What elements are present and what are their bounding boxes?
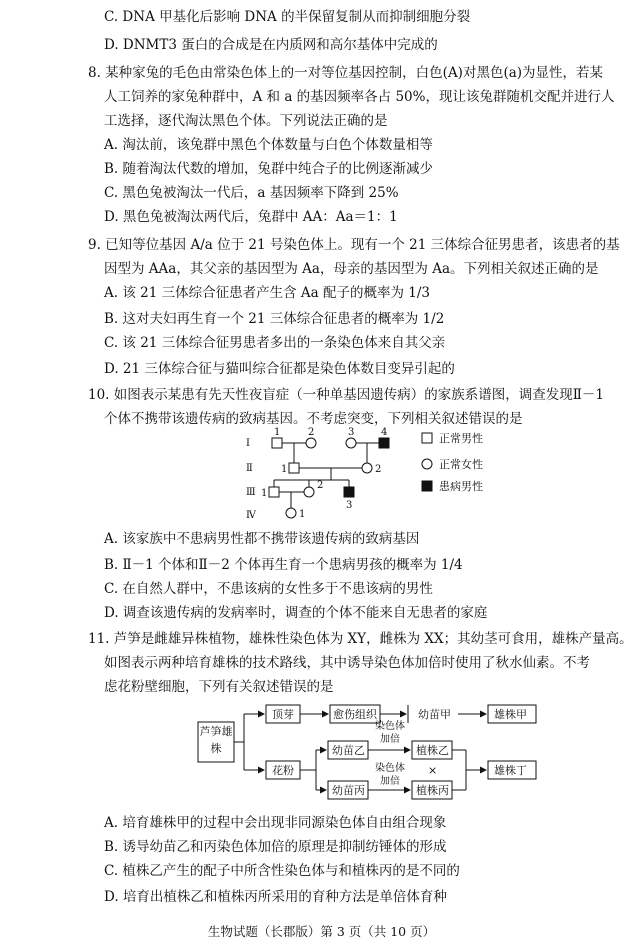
pedigree-iv1-normal-female: [286, 508, 296, 518]
q11-option-d: D. 培育出植株乙和植株丙所采用的育种方法是单倍体育种: [104, 889, 447, 905]
pedigree-ii2-normal-female: [362, 463, 372, 473]
label-seedling-b: 幼苗乙: [332, 744, 365, 757]
legend-normal-female-icon: [422, 459, 432, 469]
q10-option-b: B. Ⅱ－1 个体和Ⅱ－2 个体再生育一个患病男孩的概率为 1/4: [104, 557, 463, 573]
label-double-1: 染色体加倍: [375, 721, 405, 745]
num-i4: 4: [381, 427, 388, 438]
num-iii2: 2: [317, 480, 324, 491]
gen-label-3: Ⅲ: [246, 487, 256, 498]
q11-option-a: A. 培育雄株甲的过程中会出现非同源染色体自由组合现象: [104, 815, 447, 831]
pedigree-iii2-normal-female: [304, 487, 314, 497]
q9-option-c: C. 该 21 三体综合征男患者多出的一条染色体来自其父亲: [104, 335, 446, 351]
label-plant-c: 植株丙: [416, 784, 449, 797]
label-top-bud: 顶芽: [272, 708, 294, 721]
num-i1: 1: [274, 427, 281, 438]
gen-label-2: Ⅱ: [246, 463, 253, 474]
q10-option-a: A. 该家族中不患病男性都不携带该遗传病的致病基因: [104, 531, 420, 547]
q8-stem-line3: 工选择，逐代淘汰黑色个体。下列说法正确的是: [104, 113, 388, 129]
q11-stem-line1: 11. 芦笋是雌雄异株植物，雄株性染色体为 XY，雌株为 XX；其幼茎可食用，雄株产量高。: [88, 631, 633, 647]
pedigree-chart: [244, 428, 504, 522]
q11-stem-line2: 如图表示两种培育雄株的技术路线，其中诱导染色体加倍时使用了秋水仙素。不考: [104, 655, 590, 671]
q8-option-c: C. 黑色兔被淘汰一代后，a 基因频率下降到 25%: [104, 185, 399, 201]
q11-option-c: C. 植株乙产生的配子中所含性染色体与和植株丙的是不同的: [104, 863, 460, 879]
q8-option-b: B. 随着淘汰代数的增加，兔群中纯合子的比例逐渐减少: [104, 161, 434, 177]
pedigree-i2-normal-female: [306, 438, 316, 448]
num-ii1: 1: [281, 464, 288, 475]
q9-option-b: B. 这对夫妇再生育一个 21 三体综合征患者的概率为 1/2: [104, 311, 445, 327]
num-iv1: 1: [299, 509, 306, 520]
label-seedling-a: 幼苗甲: [418, 708, 451, 721]
legend-affected-male-icon: [422, 481, 432, 491]
breeding-flowchart: [196, 702, 580, 802]
q9-option-d: D. 21 三体综合征与猫叫综合征都是染色体数目变异引起的: [104, 361, 455, 377]
pedigree-iii1-normal-male: [269, 487, 279, 497]
page-footer: 生物试题（长郡版）第 3 页（共 10 页）: [207, 924, 436, 939]
label-plant-b: 植株乙: [416, 744, 449, 757]
label-pollen: 花粉: [272, 764, 294, 777]
num-iii1: 1: [261, 488, 268, 499]
q9-stem-line1: 9. 已知等位基因 A/a 位于 21 号染色体上。现有一个 21 三体综合征男患者，该患者的基: [88, 237, 620, 253]
option-d-prev: D. DNMT3 蛋白的合成是在内质网和高尔基体中完成的: [104, 37, 438, 53]
label-male-a: 雄株甲: [494, 708, 527, 721]
q11-option-b: B. 诱导幼苗乙和丙染色体加倍的原理是抑制纺锤体的形成: [104, 839, 447, 855]
q10-option-c: C. 在自然人群中，不患该病的女性多于不患该病的男性: [104, 581, 433, 597]
q8-stem-line1: 8. 某种家兔的毛色由常染色体上的一对等位基因控制，白色(A)对黑色(a)为显性，若某: [88, 65, 604, 81]
num-ii2: 2: [375, 464, 382, 475]
pedigree-i4-affected-male: [379, 438, 389, 448]
q10-option-d: D. 调查该遗传病的发病率时，调查的个体不能来自无患者的家庭: [104, 605, 488, 621]
num-iii3: 3: [346, 500, 353, 511]
q8-option-a: A. 淘汰前，该兔群中黑色个体数量与白色个体数量相等: [104, 137, 433, 153]
option-c-prev: C. DNA 甲基化后影响 DNA 的半保留复制从而抑制细胞分裂: [104, 9, 471, 25]
pedigree-iii3-affected-male: [344, 487, 354, 497]
label-male-b: 雄株丁: [494, 764, 527, 777]
label-seedling-c: 幼苗丙: [332, 784, 365, 797]
pedigree-ii1-normal-male: [289, 463, 299, 473]
legend-normal-male-icon: [422, 433, 432, 443]
gen-label-1: Ⅰ: [246, 438, 250, 449]
legend-normal-male-label: 正常男性: [439, 432, 483, 445]
legend-normal-female-label: 正常女性: [439, 458, 483, 471]
label-cross: ×: [428, 764, 438, 777]
pedigree-i3-normal-female: [346, 438, 356, 448]
num-i3: 3: [348, 427, 355, 438]
q8-option-d: D. 黑色兔被淘汰两代后，兔群中 AA：Aa＝1：1: [104, 209, 398, 225]
label-callus: 愈伤组织: [333, 708, 377, 721]
gen-label-4: Ⅳ: [246, 510, 256, 521]
q10-stem-line1: 10. 如图表示某患有先天性夜盲症（一种单基因遗传病）的家族系谱图，调查发现Ⅱ－1: [88, 387, 605, 403]
q9-stem-line2: 因型为 AAa，其父亲的基因型为 Aa，母亲的基因型为 Aa。下列相关叙述正确的是: [104, 261, 599, 277]
pedigree-i1-normal-male: [272, 438, 282, 448]
label-double-2: 染色体加倍: [375, 763, 405, 787]
q10-stem-line2: 个体不携带该遗传病的致病基因。不考虑突变，下列相关叙述错误的是: [104, 411, 523, 427]
q8-stem-line2: 人工饲养的家兔种群中，A 和 a 的基因频率各占 50%，现让该兔群随机交配并进行人: [104, 89, 615, 105]
q9-option-a: A. 该 21 三体综合征患者产生含 Aa 配子的概率为 1/3: [104, 285, 430, 301]
num-i2: 2: [308, 427, 315, 438]
legend-affected-male-label: 患病男性: [439, 480, 483, 493]
q11-stem-line3: 虑花粉壁细胞，下列有关叙述错误的是: [104, 679, 334, 695]
label-source-male: 芦笋雄株: [199, 725, 233, 755]
